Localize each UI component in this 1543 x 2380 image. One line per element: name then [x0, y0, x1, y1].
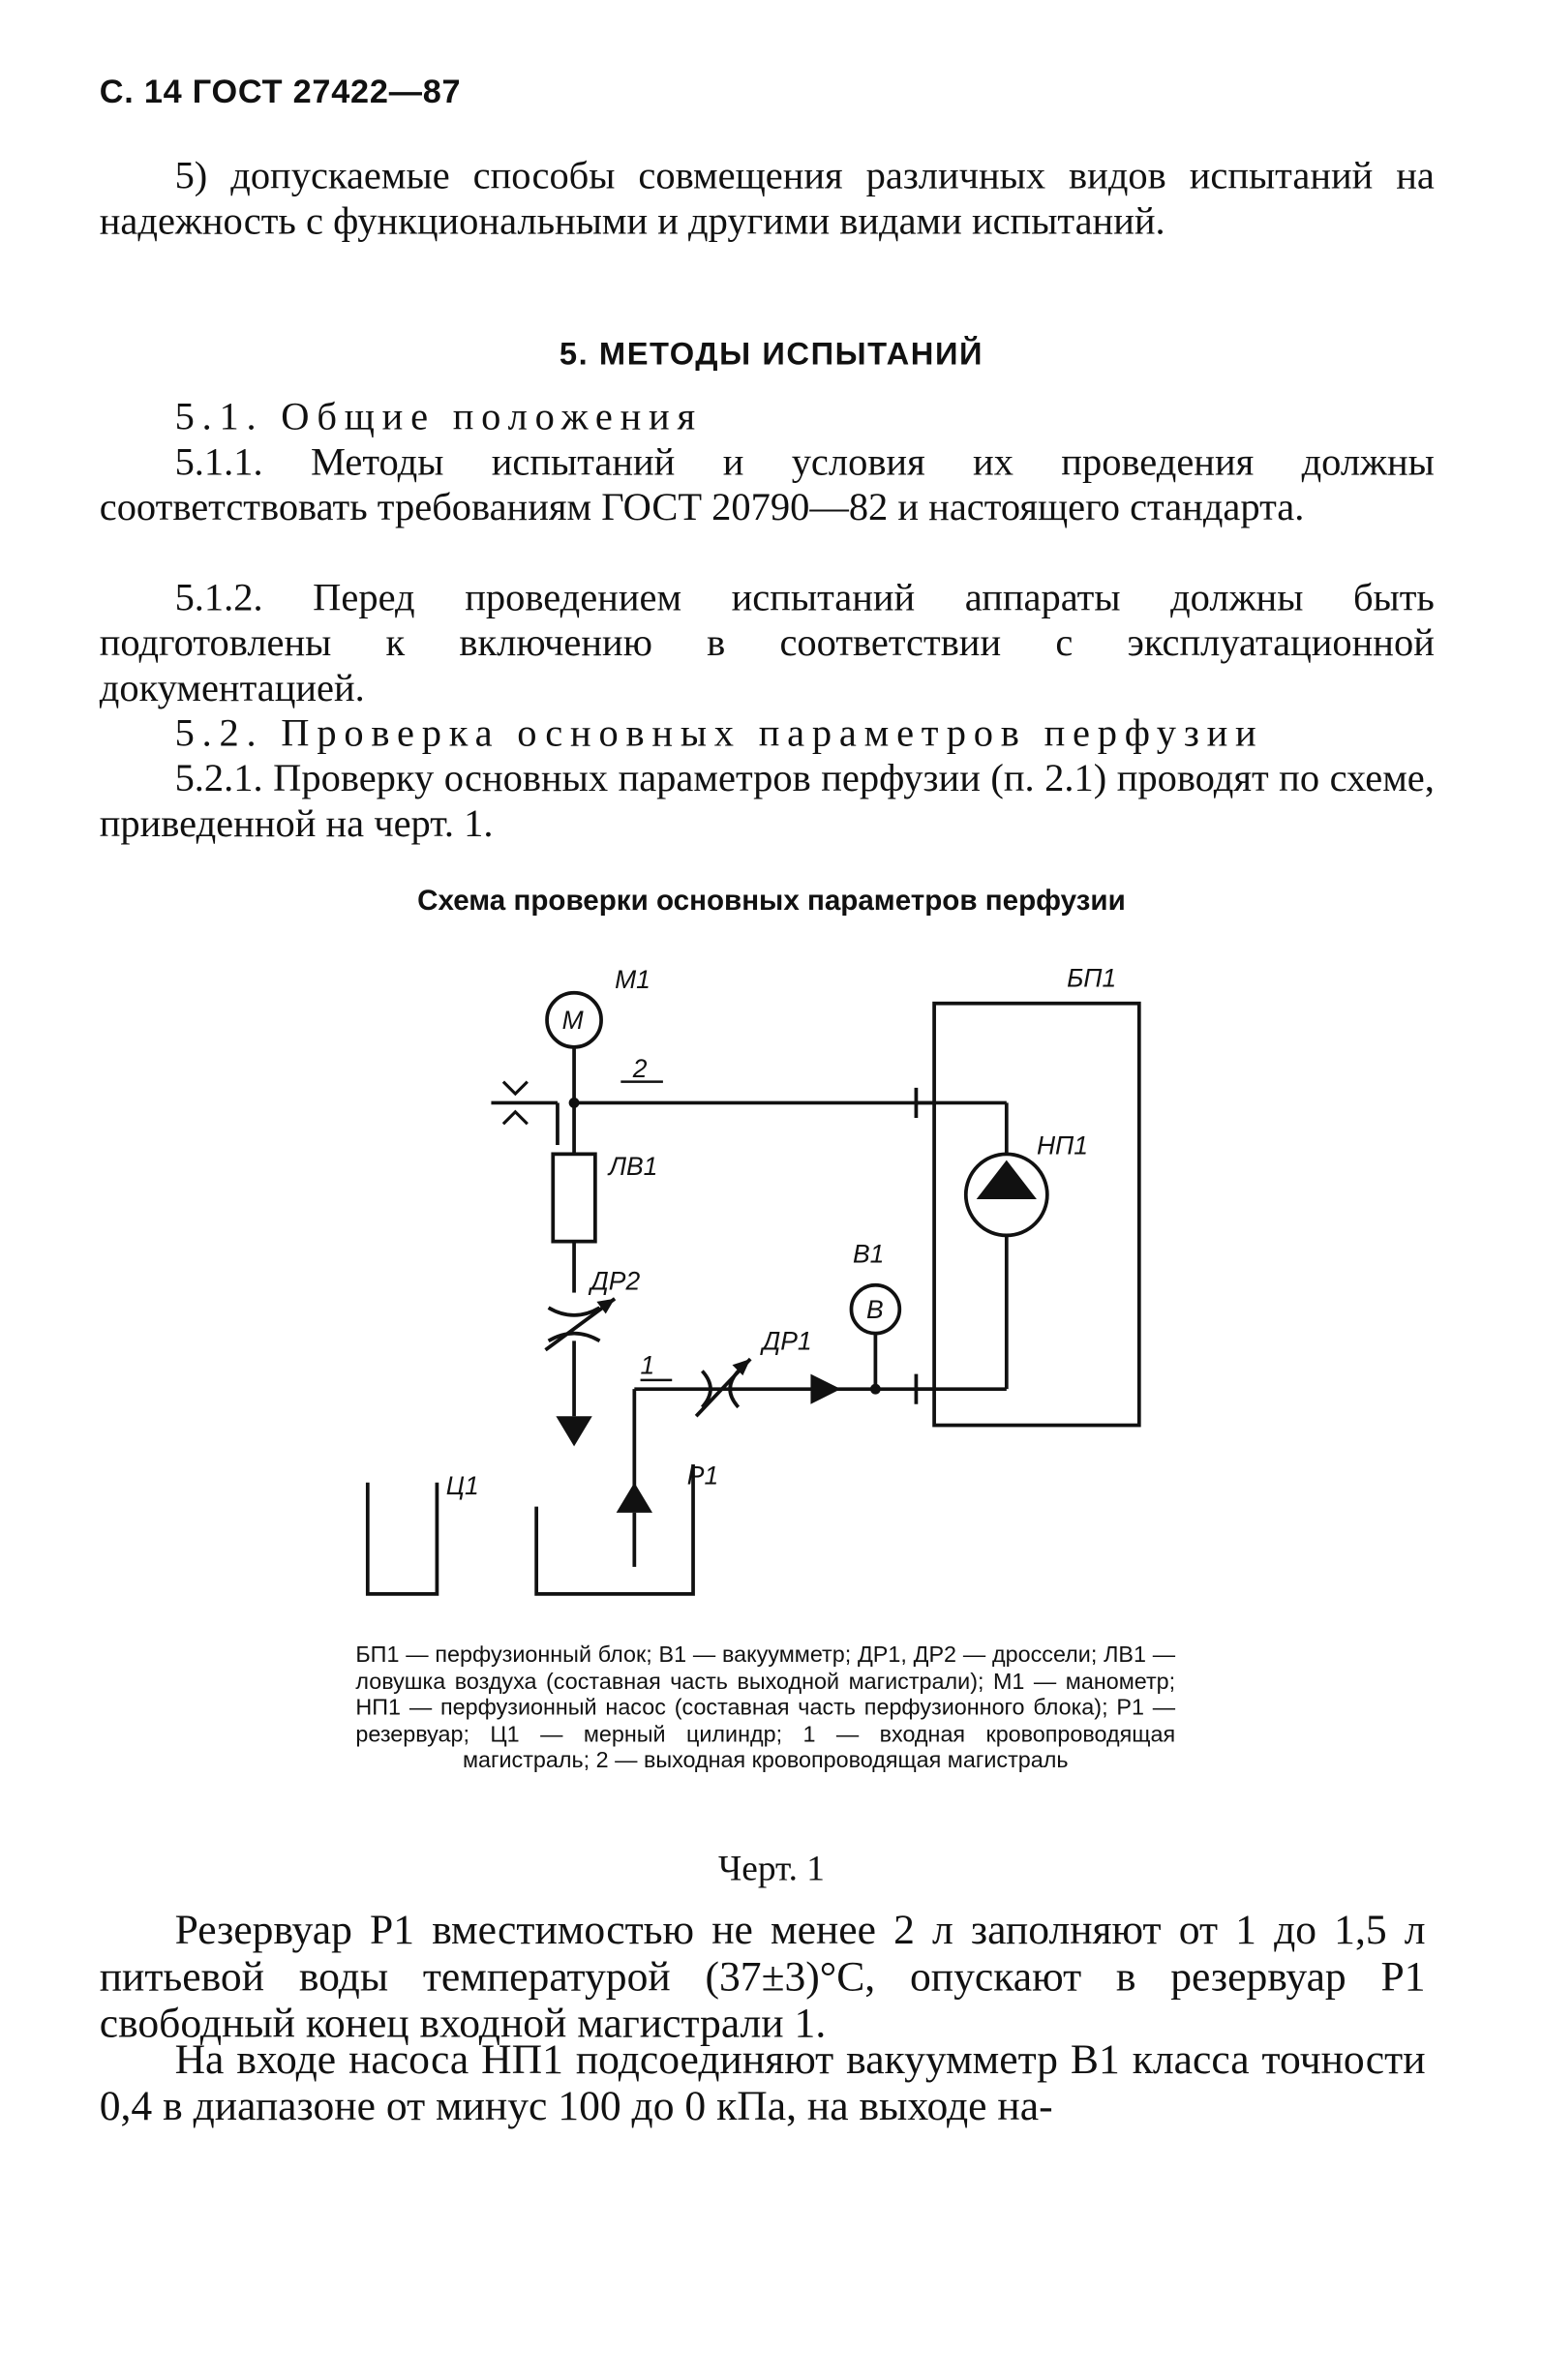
vacuum-gauge-glyph: В	[866, 1295, 884, 1325]
manometer-glyph: М	[561, 1006, 584, 1036]
perfusion-block	[934, 1004, 1139, 1426]
paragraph-5-1-2: 5.1.2. Перед проведением испытаний аппараты должны быть подготовлены к включению в соответствии с эксплуатационной документацией.	[99, 575, 1435, 710]
line-2-label: 2	[632, 1053, 648, 1083]
line-1-label: 1	[640, 1350, 655, 1380]
perfusion-test-schematic	[0, 934, 1543, 1627]
m1-label: М1	[615, 965, 650, 995]
figure-legend: БП1 — перфузионный блок; В1 — вакуумметр; ДР1, ДР2 — дроссели; ЛВ1 — ловушка воздуха (составная часть выходной магистрали); М1 — манометр; НП1 — перфузионный насос (составная часть перфузионного блока); Р1 — резервуар; Ц1 — мерный цилиндр; 1 — входная кровопроводящая магистраль; 2 — выходная кровопроводящая магистраль	[355, 1642, 1176, 1774]
figure-title: Схема проверки основных параметров перфузии	[417, 886, 1126, 918]
paragraph-pump-inlet: На входе насоса НП1 подсоединяют вакуумметр В1 класса точности 0,4 в диапазоне от минус 100 до 0 кПа, на выходе на-	[99, 2036, 1426, 2131]
lv1-label: ЛВ1	[608, 1152, 658, 1182]
dr1-label: ДР1	[762, 1326, 812, 1356]
item-5-paragraph: 5) допускаемые способы совмещения различных видов испытаний на надежность с функциональными и другими видами испытаний.	[99, 153, 1435, 243]
check-valve-arrow	[810, 1374, 840, 1404]
page-header: С. 14 ГОСТ 27422—87	[99, 72, 462, 110]
dr2-label: ДР2	[590, 1266, 641, 1296]
air-trap-lv1	[553, 1154, 595, 1241]
c1-label: Ц1	[445, 1471, 479, 1501]
v1-label: В1	[853, 1239, 885, 1269]
paragraph-5-2-1: 5.2.1. Проверку основных параметров перфузии (п. 2.1) проводят по схеме, приведенной на черт. 1.	[99, 756, 1435, 846]
flow-arrow-up	[617, 1483, 652, 1513]
paragraph-5-1-1: 5.1.1. Методы испытаний и условия их проведения должны соответствовать требованиям ГОСТ 20790—82 и настоящего стандарта.	[99, 439, 1435, 529]
paragraph-reservoir: Резервуар Р1 вместимостью не менее 2 л заполняют от 1 до 1,5 л питьевой воды температурой (37±3)°С, опускают в резервуар Р1 свободный конец входной магистрали 1.	[99, 1907, 1426, 2048]
section-title: 5. МЕТОДЫ ИСПЫТАНИЙ	[559, 337, 984, 373]
flow-arrow-down	[556, 1416, 591, 1446]
np1-label: НП1	[1036, 1130, 1088, 1160]
subsection-5-1-title: 5.1. Общие положения	[174, 394, 703, 438]
measuring-cylinder-c1	[368, 1483, 438, 1594]
reservoir-r1	[536, 1464, 693, 1594]
subsection-5-2-title: 5.2. Проверка основных параметров перфузии	[174, 710, 1264, 755]
bp1-label: БП1	[1067, 963, 1117, 993]
r1-label: Р1	[686, 1461, 719, 1491]
figure-caption: Черт. 1	[718, 1850, 825, 1889]
